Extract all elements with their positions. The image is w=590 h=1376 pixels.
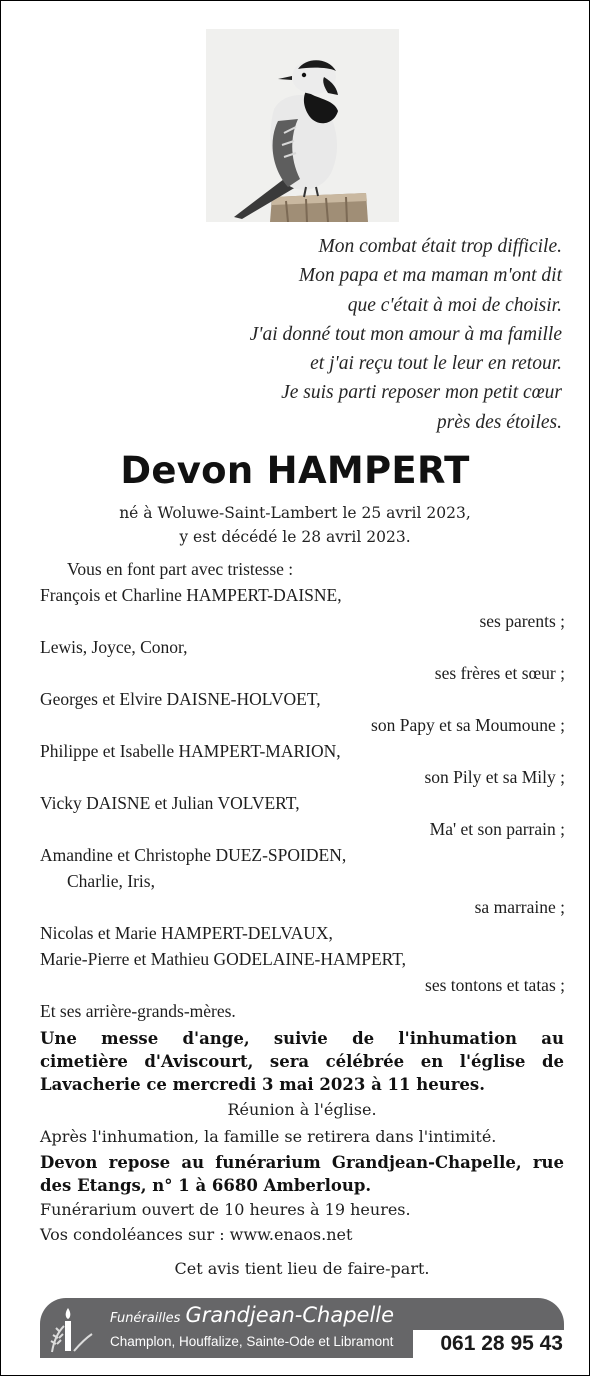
poem-line: Mon papa et ma maman m'ont dit — [298, 265, 562, 287]
family-relation: son Pily et sa Mily ; — [424, 767, 565, 787]
banner-phone[interactable]: 061 28 95 43 — [413, 1330, 564, 1358]
family-member: François et Charline HAMPERT-DAISNE, — [40, 585, 342, 605]
banner-locations: Champlon, Houffalize, Sainte-Ode et Libramont — [110, 1334, 394, 1349]
ceremony-line: Une messe d'ange, suivie de l'inhumation au — [40, 1029, 564, 1048]
condolences-link[interactable]: Vos condoléances sur : www.enaos.net — [40, 1225, 353, 1244]
family-relation: ses frères et sœur ; — [434, 663, 565, 683]
death-line: y est décédé le 28 avril 2023. — [179, 528, 411, 546]
poem-line: que c'était à moi de choisir. — [347, 294, 562, 316]
poem-line: Mon combat était trop difficile. — [318, 236, 562, 257]
family-member: Nicolas et Marie HAMPERT-DELVAUX, — [40, 923, 333, 943]
family-member: Philippe et Isabelle HAMPERT-MARION, — [40, 741, 341, 761]
family-member: Marie-Pierre et Mathieu GODELAINE-HAMPERT, — [40, 949, 407, 969]
reunion-text: Réunion à l'église. — [227, 1100, 377, 1119]
family-relation: ses parents ; — [479, 611, 565, 631]
family-relation: ses tontons et tatas ; — [425, 975, 565, 995]
poem — [142, 232, 562, 437]
candle-wheat-icon — [46, 1304, 98, 1356]
family-relation: sa marraine ; — [474, 897, 565, 917]
funerarium-info — [40, 1151, 564, 1197]
family-member: Georges et Elvire DAISNE-HOLVOET, — [40, 689, 321, 709]
poem-line: Je suis parti reposer mon petit cœur — [281, 382, 562, 404]
family-member: Vicky DAISNE et Julian VOLVERT, — [40, 793, 300, 813]
family-relation: Ma' et son parrain ; — [429, 819, 565, 839]
notice-text: Cet avis tient lieu de faire-part. — [174, 1259, 430, 1278]
poem-line: J'ai donné tout mon amour à ma famille — [249, 323, 562, 345]
funeral-home-banner — [40, 1298, 564, 1358]
family-intro: Vous en font part avec tristesse : — [67, 559, 294, 579]
funerarium-line: Devon repose au funérarium Grandjean-Chapelle, rue — [40, 1153, 564, 1172]
ceremony-line: Lavacherie ce mercredi 3 mai 2023 à 11 heures. — [40, 1075, 485, 1094]
banner-company: Grandjean-Chapelle — [185, 1303, 395, 1327]
family-member: Lewis, Joyce, Conor, — [40, 637, 188, 657]
ceremony-line: cimetière d'Aviscourt, sera célébrée en l'église de — [40, 1052, 564, 1071]
family-member: Et ses arrière-grands-mères. — [40, 1001, 236, 1021]
poem-line: près des étoiles. — [436, 411, 562, 433]
funeral-home-name — [110, 1303, 394, 1327]
opening-hours: Funérarium ouvert de 10 heures à 19 heures. — [40, 1200, 411, 1219]
banner-prefix: Funérailles — [110, 1311, 181, 1326]
family-relation: son Papy et sa Moumoune ; — [371, 715, 565, 735]
birth-line: né à Woluwe-Saint-Lambert le 25 avril 2023, — [119, 504, 471, 522]
ceremony-info — [40, 1027, 564, 1096]
funerarium-line: des Etangs, n° 1 à 6680 Amberloup. — [40, 1176, 372, 1195]
after-burial-text: Après l'inhumation, la famille se retirera dans l'intimité. — [40, 1127, 497, 1146]
family-member: Amandine et Christophe DUEZ-SPOIDEN, — [40, 845, 347, 865]
deceased-name: Devon HAMPERT — [120, 449, 470, 492]
poem-line: et j'ai reçu tout le leur en retour. — [310, 353, 562, 375]
family-list — [40, 556, 565, 1024]
bird-photo — [206, 29, 399, 222]
birth-death-info — [1, 501, 589, 549]
family-member: Charlie, Iris, — [67, 871, 155, 891]
